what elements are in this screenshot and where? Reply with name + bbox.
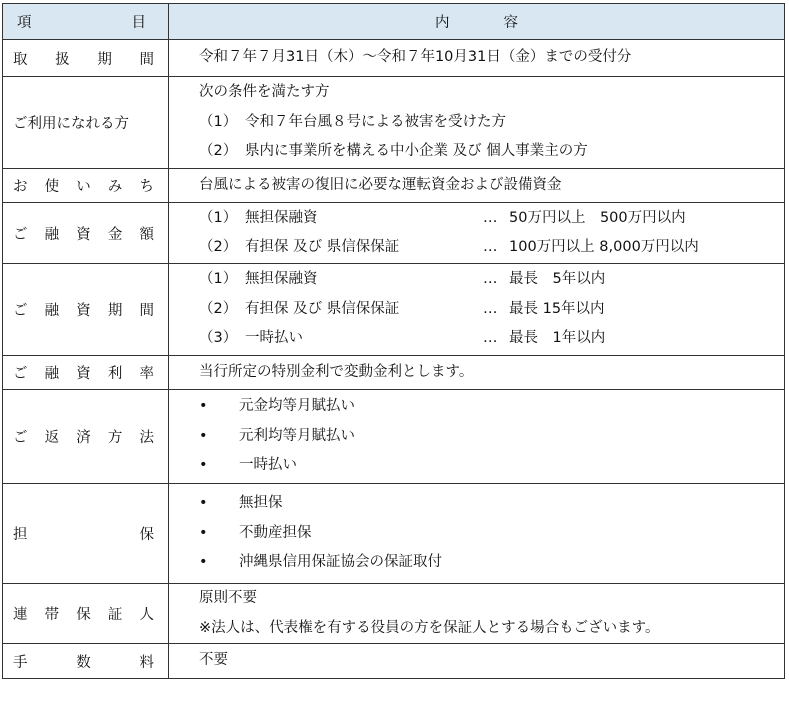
text-line (199, 358, 776, 388)
row-label-text (13, 426, 154, 447)
bullet-text: 沖縄県信用保証協会の保証取付 (239, 554, 442, 571)
row-content-lines (199, 392, 776, 481)
row-label-char: お (13, 179, 28, 195)
bullet-icon: • (199, 427, 208, 444)
row-label-text (13, 299, 154, 320)
row-label-char: 資 (76, 366, 91, 382)
row-content (169, 203, 785, 264)
table-row-collateral (3, 484, 785, 584)
bullet-text: 一時払い (239, 457, 297, 474)
row-label-char: 期 (107, 303, 123, 319)
row-label-char: 期 (97, 51, 112, 68)
item-number: （1） (199, 113, 238, 130)
content-text: 令和７年７月31日（木）～令和７年10月31日（金）までの受付分 (199, 49, 632, 66)
header-content-char: 容 (503, 15, 518, 31)
row-label-text (13, 223, 154, 244)
row-label (3, 584, 169, 644)
row-content (169, 484, 785, 584)
row-content (169, 644, 785, 679)
table-row-handling-period (3, 40, 785, 77)
item-number: （3） (199, 330, 238, 347)
item-value: 最長 15年以内 (509, 300, 605, 317)
row-label-char: 融 (44, 366, 60, 382)
content-text: ※法人は、代表権を有する役員の方を保証人とする場合もございます。 (199, 619, 660, 636)
item-dots: … (483, 330, 498, 347)
row-label-char: 利 (107, 366, 123, 382)
content-text: 当行所定の特別金利で変動金利とします。 (199, 363, 474, 380)
item-dots: … (483, 271, 498, 288)
item-text: 有担保 及び 県信保保証 (245, 300, 400, 317)
item-text: 県内に事業所を構える中小企業 及び 個人事業主の方 (245, 143, 588, 160)
row-label-char: 返 (44, 430, 60, 446)
bullet-item (199, 451, 776, 481)
bullet-text: 不動産担保 (239, 524, 312, 541)
item-value: 最長 1年以内 (509, 330, 606, 347)
header-item-char: 目 (131, 15, 146, 31)
item-number: （2） (199, 300, 238, 317)
item-number: （1） (199, 209, 238, 226)
row-label-char: 融 (44, 303, 60, 319)
row-label (3, 390, 169, 484)
header-item-char: 項 (17, 15, 32, 31)
numbered-item (199, 108, 776, 138)
row-label-char: 融 (44, 226, 60, 243)
item-value: 50万円以上 500万円以内 (509, 209, 686, 226)
row-label-char: 使 (44, 179, 60, 195)
row-label-text (13, 48, 154, 69)
row-label-char: 保 (139, 527, 154, 543)
row-label-char: い (76, 179, 91, 195)
table-row-loan-amount (3, 203, 785, 264)
row-content (169, 390, 785, 484)
bullet-item (199, 489, 776, 519)
item-number: （2） (199, 143, 238, 160)
row-label-char: 金 (107, 226, 123, 243)
header-content (169, 4, 785, 40)
row-content (169, 40, 785, 77)
row-label-char: 取 (13, 51, 28, 68)
row-label-char: 方 (107, 430, 123, 446)
row-label-char: 手 (13, 654, 28, 671)
table-row-interest-rate (3, 356, 785, 390)
row-label (3, 203, 169, 264)
row-label-char: 帯 (44, 607, 60, 623)
item-dots: … (483, 239, 498, 255)
row-label-char: 法 (139, 430, 154, 446)
row-label (3, 40, 169, 77)
row-label-char: 間 (139, 51, 154, 68)
row-content (169, 356, 785, 390)
bullet-icon: • (199, 524, 208, 541)
row-label (3, 264, 169, 356)
item-number: （2） (199, 239, 238, 255)
row-label-char: ご (13, 366, 28, 382)
numbered-item (199, 324, 776, 354)
row-label-char: ご (13, 303, 28, 319)
numbered-item (199, 204, 776, 234)
table-row-loan-period (3, 264, 785, 356)
item-dots: … (483, 300, 498, 317)
intro-text: 次の条件を満たす方 (199, 84, 330, 101)
numbered-item (199, 233, 776, 263)
content-text: 原則不要 (199, 590, 257, 606)
table-row-joint-guarantor (3, 584, 785, 644)
row-label-text (13, 362, 154, 383)
table-row-eligibility (3, 77, 785, 169)
row-label-char: 扱 (55, 51, 70, 68)
row-content-lines (199, 43, 776, 73)
text-line (199, 584, 776, 614)
row-label-char: ご利用になれる方 (13, 116, 129, 132)
row-label-char: 額 (139, 226, 154, 243)
item-text: 無担保融資 (245, 209, 318, 226)
row-content (169, 264, 785, 356)
bullet-icon: • (199, 554, 208, 571)
row-content (169, 584, 785, 644)
bullet-text: 元利均等月賦払い (239, 427, 355, 444)
text-line (199, 171, 776, 201)
row-content-lines (199, 358, 776, 388)
bullet-item (199, 392, 776, 422)
row-content (169, 169, 785, 203)
row-label-char: ご (13, 430, 28, 446)
table-row-fund-usage (3, 169, 785, 203)
row-content-lines (199, 646, 776, 676)
table-header-row (3, 4, 785, 40)
row-label-char: ご (13, 226, 28, 243)
table-row-fees (3, 644, 785, 679)
row-content-lines (199, 584, 776, 643)
item-text: 一時払い (245, 330, 303, 347)
text-line (199, 43, 776, 73)
row-label-char: 人 (139, 607, 154, 623)
row-label-char: 料 (139, 654, 154, 671)
row-label-char: 担 (13, 527, 28, 543)
row-label-char: 済 (76, 430, 91, 446)
numbered-item (199, 295, 776, 325)
row-label-char: み (107, 179, 123, 195)
row-label-char: 保 (76, 607, 91, 623)
bullet-item (199, 519, 776, 549)
item-value: 100万円以上 8,000万円以内 (509, 239, 699, 255)
row-label-text (13, 651, 154, 672)
header-item (3, 4, 169, 40)
intro-line (199, 78, 776, 108)
row-content-lines (199, 171, 776, 201)
text-line (199, 614, 776, 644)
bullet-text: 元金均等月賦払い (239, 398, 355, 415)
row-label (3, 356, 169, 390)
row-label-char: 連 (13, 607, 28, 623)
loan-terms-table (2, 3, 785, 679)
item-text: 令和７年台風８号による被害を受けた方 (245, 113, 506, 130)
row-label-text (13, 603, 154, 624)
row-content-lines (199, 489, 776, 578)
row-label-char: ち (139, 179, 154, 195)
row-label-text (13, 112, 154, 133)
item-dots: … (483, 209, 498, 226)
row-content-lines (199, 265, 776, 354)
row-label (3, 644, 169, 679)
row-label-char: 数 (76, 654, 91, 671)
row-content (169, 77, 785, 169)
item-text: 無担保融資 (245, 271, 318, 288)
row-label-text (13, 523, 154, 544)
row-label-char: 資 (76, 303, 91, 319)
bullet-item (199, 422, 776, 452)
row-content-lines (199, 78, 776, 167)
numbered-item (199, 137, 776, 167)
row-content-lines (199, 204, 776, 263)
bullet-icon: • (199, 495, 208, 512)
item-text: 有担保 及び 県信保保証 (245, 239, 400, 255)
text-line (199, 646, 776, 676)
table-row-repayment-method (3, 390, 785, 484)
row-label-char: 率 (139, 366, 154, 382)
bullet-icon: • (199, 457, 208, 474)
row-label (3, 484, 169, 584)
row-label-char: 間 (139, 303, 154, 319)
bullet-item (199, 548, 776, 578)
content-text: 台風による被害の復旧に必要な運転資金および設備資金 (199, 176, 562, 193)
row-label-char: 資 (76, 226, 91, 243)
numbered-item (199, 265, 776, 295)
bullet-text: 無担保 (239, 495, 283, 512)
row-label-text (13, 175, 154, 196)
bullet-icon: • (199, 398, 208, 415)
header-content-char: 内 (435, 15, 450, 31)
row-label-char: 証 (107, 607, 123, 623)
item-number: （1） (199, 271, 238, 288)
row-label (3, 169, 169, 203)
row-label (3, 77, 169, 169)
item-value: 最長 5年以内 (509, 271, 606, 288)
content-text: 不要 (199, 652, 228, 669)
